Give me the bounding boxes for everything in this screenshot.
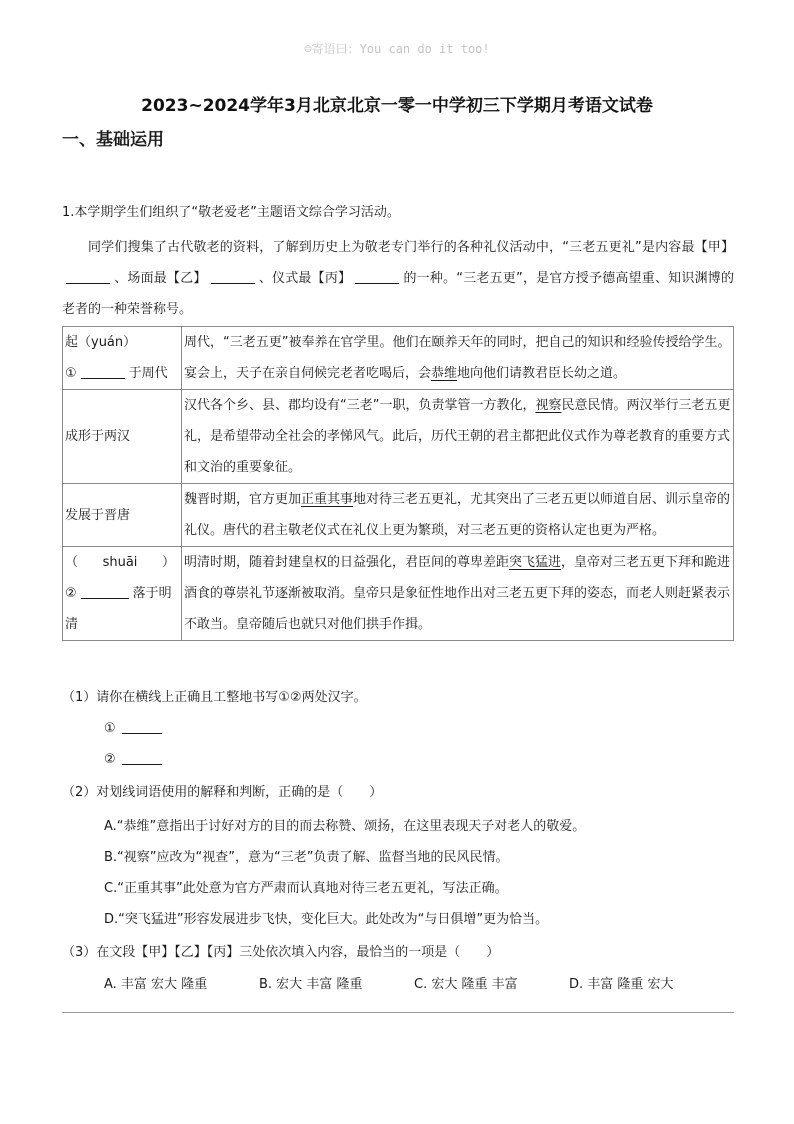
blank-yi[interactable]: [211, 269, 255, 284]
subquestion-2: （2）对划线词语使用的解释和判断，正确的是（ ）: [62, 785, 383, 800]
question-intro: 1.本学期学生们组织了“敬老爱老”主题语文综合学习活动。: [62, 205, 400, 220]
option-d[interactable]: D.“突飞猛进”形容发展进步飞快，变化巨大。此处改为“与日俱增”更为恰当。: [104, 912, 549, 927]
blank-bing[interactable]: [355, 269, 399, 284]
subquestion-3: （3）在文段【甲】【乙】【丙】三处依次填入内容，最恰当的一项是（ ）: [62, 945, 500, 960]
answer-blank-1[interactable]: [122, 719, 162, 734]
divider: [62, 1012, 734, 1013]
underlined-term: 恭维: [431, 366, 458, 381]
answer-line-2: ②: [104, 750, 162, 767]
option-a[interactable]: A. 丰富 宏大 隆重: [104, 977, 208, 992]
table-cell-content: 周代，“三老五更”被奉养在官学里。他们在颐养天年的同时，把自己的知识和经验传授给学生。宴会上，天子在亲自伺候完老者吃喝后，会恭维地向他们请教君臣长幼之道。: [182, 327, 734, 390]
blank-jia[interactable]: [66, 269, 110, 284]
blank-2[interactable]: [81, 584, 129, 599]
passage-text: 同学们搜集了古代敬老的资料，了解到历史上为敬老专门举行的各种礼仪活动中，“三老五更礼”是内容最【甲】: [88, 240, 734, 255]
stage-pinyin: 起（yuán）: [65, 335, 137, 350]
option-b[interactable]: B. 宏大 丰富 隆重: [259, 977, 363, 992]
passage-text: 的一种。“三老五更”，是官方授予德高望重、知识渊博的老者的一种荣誉称号。: [62, 271, 734, 317]
section-heading: 一、基础运用: [62, 130, 164, 150]
watermark-text: ☺寄语曰：You can do it too!: [304, 42, 490, 56]
answer-blank-2[interactable]: [122, 750, 162, 765]
table-cell-content: 汉代各个乡、县、郡均设有“三老”一职，负责掌管一方教化，视察民意民情。两汉举行三老五更礼，是希望带动全社会的孝悌风气。此后，历代王朝的君主都把此仪式作为尊老教育的重要方式和文治的重要象征。: [182, 390, 734, 484]
subquestion-1: （1）请你在横线上正确且工整地书写①②两处汉字。: [62, 690, 367, 705]
passage-text: 、场面最【乙】: [114, 271, 207, 286]
table-row: [63, 484, 734, 547]
option-b[interactable]: B.“视察”应改为“视查”，意为“三老”负责了解、监督当地的民风民情。: [104, 850, 509, 865]
stage-tail: 清: [65, 617, 79, 632]
option-c[interactable]: C.“正重其事”此处意为官方严肃而认真地对待三老五更礼，写法正确。: [104, 881, 508, 896]
option-a[interactable]: A.“恭维”意指出于讨好对方的目的而去称赞、颂扬，在这里表现天子对老人的敬爱。: [104, 819, 586, 834]
stage-blank-line: ① 于周代: [65, 366, 168, 381]
stage-pinyin: （ shuāi ）: [65, 555, 175, 570]
table-cell-stage: [63, 327, 182, 390]
table-cell-stage: 发展于晋唐: [63, 484, 182, 547]
table-cell-content: 明清时期，随着封建皇权的日益强化，君臣间的尊卑差距突飞猛进，皇帝对三老五更下拜和跪进酒食的尊崇礼节逐渐被取消。皇帝只是象征性地作出对三老五更下拜的姿态，而老人则赶紧表示不敢当。皇帝随后也就只对他们拱手作揖。: [182, 547, 734, 641]
blank-1[interactable]: [81, 364, 125, 379]
answer-line-1: ①: [104, 719, 162, 736]
passage-text: 、仪式最【丙】: [258, 271, 352, 286]
underlined-term: 正重其事: [301, 492, 354, 507]
option-c[interactable]: C. 宏大 隆重 丰富: [414, 977, 518, 992]
table-cell-content: 魏晋时期，官方更加正重其事地对待三老五更礼，尤其突出了三老五更以师道自居、训示皇帝的礼仪。唐代的君主敬老仪式在礼仪上更为繁琐，对三老五更的资格认定也更为严格。: [182, 484, 734, 547]
option-d[interactable]: D. 丰富 隆重 宏大: [569, 977, 674, 992]
page-title: 2023~2024学年3月北京北京一零一中学初三下学期月考语文试卷: [141, 96, 653, 116]
question-passage: [62, 232, 734, 325]
table-cell-stage: [63, 547, 182, 641]
table-cell-stage: 成形于两汉: [63, 390, 182, 484]
table-row: [63, 327, 734, 390]
underlined-term: 突飞猛进: [509, 555, 562, 570]
underlined-term: 视察: [535, 398, 562, 413]
stage-blank-line: ② 落于明: [65, 586, 172, 601]
subquestion-3-options: [104, 973, 724, 992]
table-row: [63, 390, 734, 484]
history-table: [62, 326, 734, 641]
table-row: [63, 547, 734, 641]
